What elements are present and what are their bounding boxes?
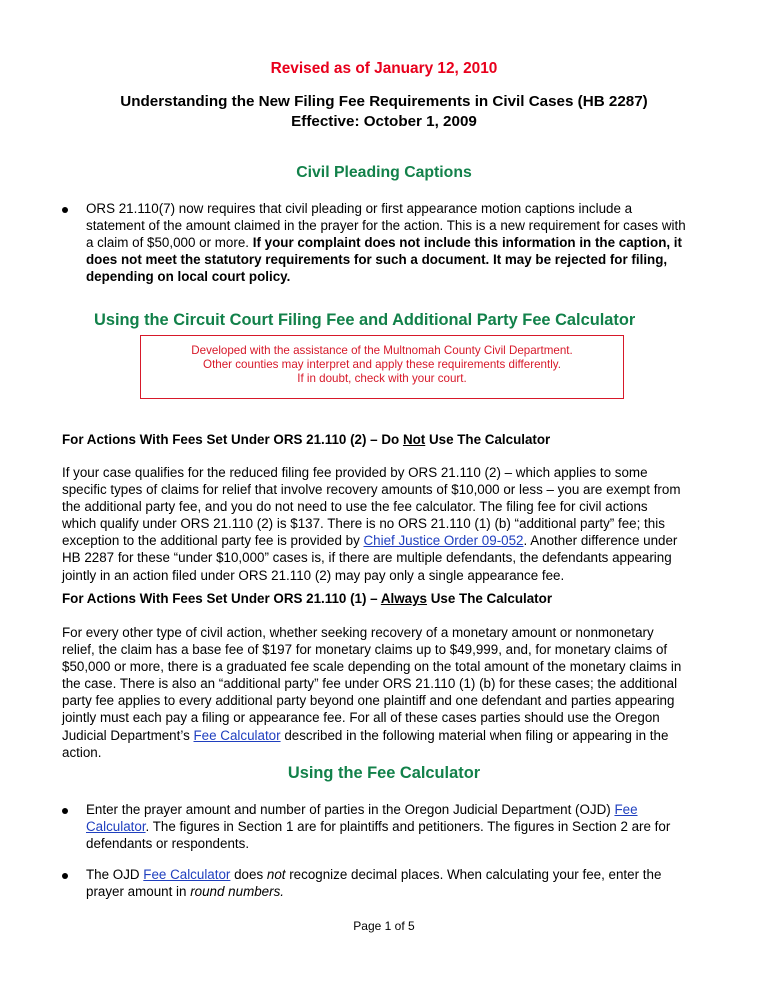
bold-warning: If your complaint does not include this information in the caption, it xyxy=(249,235,682,251)
text-line: . The figures in Section 1 are for plaintiffs and petitioners. The figures in Section 2 are for xyxy=(145,819,671,835)
emphasis-text: round numbers. xyxy=(190,884,284,900)
text-line: jointly must each pay a filing or appearance fee. For all of these cases parties should use the Oregon xyxy=(62,710,660,726)
bullet-icon xyxy=(62,808,68,814)
text-line: For every other type of civil action, whether seeking recovery of a monetary amount or nonmonetary xyxy=(62,625,654,640)
subheading-text: Use The Calculator xyxy=(425,432,551,447)
text-line: a claim of $50,000 or more. xyxy=(86,235,250,251)
calculator-bullet-2 xyxy=(86,866,726,900)
text-line: the additional party fee, and you do not need to use the fee calculator. The filing fee for civil actions xyxy=(62,499,648,515)
subheading-text: For Actions With Fees Set Under ORS 21.110 (1) – xyxy=(62,591,381,606)
fee-calculator-link[interactable]: Fee Calculator xyxy=(193,727,281,743)
text-line: the case. There is also an “additional party” fee under ORS 21.110 (1) (b) for these cases; the additional xyxy=(62,676,678,692)
text-line: ORS 21.110(7) now requires that civil pleading or first appearance motion captions include a xyxy=(86,201,633,216)
text-line: does xyxy=(230,867,267,882)
calculator-bullet-1 xyxy=(86,801,726,852)
chief-justice-order-link[interactable]: Chief Justice Order 09-052 xyxy=(363,533,524,549)
text-line: party fee applies to every additional party beyond one plaintiff and one defendant and parties appearing xyxy=(62,693,675,709)
text-line: which qualify under ORS 21.110 (2) is $137. There is no ORS 21.110 (1) (b) “additional party” fee; this xyxy=(62,516,665,532)
subheading-emphasis: Not xyxy=(402,432,426,447)
text-line: action. xyxy=(62,744,102,760)
bullet-icon xyxy=(62,873,68,879)
subheading-ors-21-110-1 xyxy=(62,590,552,607)
notice-line: Other counties may interpret and apply these requirements differently. xyxy=(203,358,561,371)
paragraph-reduced-fee xyxy=(62,464,722,584)
notice-line: If in doubt, check with your court. xyxy=(297,372,467,385)
subheading-emphasis: Always xyxy=(380,591,428,606)
text-line: described in the following material when filing or appearing in the xyxy=(280,727,669,743)
text-line: $50,000 or more, there is a graduated fee scale depending on the total amount of the monetary claims in xyxy=(62,659,682,675)
text-line: HB 2287 for these “under $10,000” cases is, if there are multiple defendants, the defendants appearing xyxy=(62,550,672,566)
heading-fee-calculator-usage: Using the Circuit Court Filing Fee and Additional Party Fee Calculator xyxy=(94,311,636,329)
text-line: exception to the additional party fee is provided by xyxy=(62,533,364,549)
text-line: prayer amount in xyxy=(86,884,191,900)
subheading-text: For Actions With Fees Set Under ORS 21.110 (2) – Do xyxy=(62,432,403,447)
subheading-ors-21-110-2 xyxy=(62,431,550,448)
heading-using-fee-calculator: Using the Fee Calculator xyxy=(287,764,481,782)
revision-date: Revised as of January 12, 2010 xyxy=(270,60,498,77)
text-line: jointly in an action filed under ORS 21.110 (2) may pay only a single appearance fee. xyxy=(62,567,565,583)
fee-calculator-link[interactable]: Fee xyxy=(614,802,638,817)
fee-calculator-link[interactable]: Calculator xyxy=(86,819,146,835)
fee-calculator-link[interactable]: Fee Calculator xyxy=(143,867,231,882)
notice-line: Developed with the assistance of the Multnomah County Civil Department. xyxy=(191,344,573,357)
text-line: If your case qualifies for the reduced filing fee provided by ORS 21.110 (2) – which applies to some xyxy=(62,465,648,480)
page-number: Page 1 of 5 xyxy=(353,919,415,933)
text-line: . Another difference under xyxy=(523,533,678,549)
text-line: Enter the prayer amount and number of parties in the Oregon Judicial Department (OJD) xyxy=(86,802,615,817)
text-line: defendants or respondents. xyxy=(86,836,250,852)
effective-date: Effective: October 1, 2009 xyxy=(291,113,477,130)
text-line: relief, the claim has a base fee of $197 for monetary claims up to $49,999, and, for monetary claims of xyxy=(62,642,668,658)
emphasis-text: not xyxy=(266,867,286,882)
text-line: The OJD xyxy=(86,867,144,882)
bullet-icon xyxy=(62,207,68,213)
bold-warning: does not meet the statutory requirements for such a document. It may be rejected for filing, xyxy=(86,252,668,268)
text-line: specific types of claims for relief that involve recovery amounts of $10,000 or less – you are exempt from xyxy=(62,482,681,498)
text-line: statement of the amount claimed in the prayer for the action. This is a new requirement for cases with xyxy=(86,218,686,234)
subheading-text: Use The Calculator xyxy=(427,591,553,606)
heading-civil-pleading-captions: Civil Pleading Captions xyxy=(296,164,472,181)
bold-warning: depending on local court policy. xyxy=(86,269,291,285)
paragraph-standard-fee xyxy=(62,624,722,761)
notice-box xyxy=(140,335,624,399)
captions-bullet-text xyxy=(86,200,726,285)
text-line: Judicial Department’s xyxy=(62,727,194,743)
document-title: Understanding the New Filing Fee Requirements in Civil Cases (HB 2287) xyxy=(120,93,648,110)
text-line: recognize decimal places. When calculating your fee, enter the xyxy=(285,867,662,882)
